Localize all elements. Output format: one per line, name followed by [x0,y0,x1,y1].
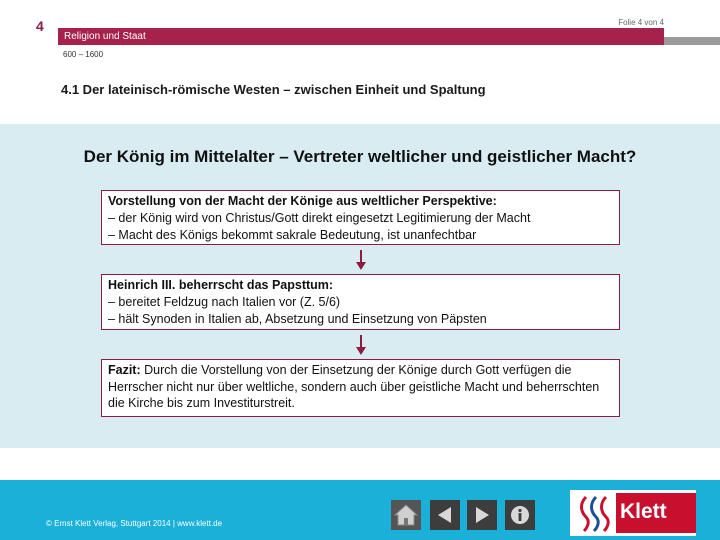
home-button[interactable] [391,500,421,530]
heinrich-box [101,274,620,330]
perspective-box [101,190,620,245]
back-button[interactable] [430,500,460,530]
list-item: – hält Synoden in Italien ab, Absetzung und Einsetzung von Päpsten [108,312,487,326]
conclusion-box [101,359,620,417]
header-grey-strip [664,37,720,45]
header-bar-notch [650,28,664,45]
list-item: – Macht des Königs bekommt sakrale Bedeutung, ist unanfechtbar [108,228,477,242]
heinrich-box-heading: Heinrich III. beherrscht das Papsttum: [108,278,334,292]
home-icon [394,504,418,526]
header-bar [58,28,664,45]
list-item: – der König wird von Christus/Gott direkt eingesetzt Legitimierung der Macht [108,211,531,225]
klett-logo-text: Klett [620,500,667,523]
conclusion-text: Durch die Vorstellung von der Einsetzung der Könige durch Gott verfügen die Herrscher nicht nur über weltliche, sondern auch über geistliche Macht und beherrschten die Kirche bis zum Investiturstreit. [108,363,600,410]
down-arrow-icon [355,335,367,355]
copyright-text: © Ernst Klett Verlag, Stuttgart 2014 | www.klett.de [46,519,223,528]
conclusion-label: Fazit: [108,363,141,377]
slide-counter: Folie 4 von 4 [618,18,664,27]
info-button[interactable] [505,500,535,530]
section-heading: 4.1 Der lateinisch-römische Westen – zwischen Einheit und Spaltung [61,82,486,97]
back-arrow-icon [435,505,455,525]
list-item: – bereitet Feldzug nach Italien vor (Z. 5/6) [108,295,341,309]
klett-logo-mark-icon [574,493,614,533]
perspective-box-heading: Vorstellung von der Macht der Könige aus weltlicher Perspektive: [108,194,497,208]
chapter-number: 4 [36,18,44,34]
forward-arrow-icon [472,505,492,525]
info-icon [509,504,531,526]
date-range: 600 – 1600 [63,50,104,59]
down-arrow-icon [355,250,367,270]
main-question: Der König im Mittelalter – Vertreter weltlicher und geistlicher Macht? [83,147,637,166]
topic-title: Religion und Staat [64,31,146,42]
forward-button[interactable] [467,500,497,530]
